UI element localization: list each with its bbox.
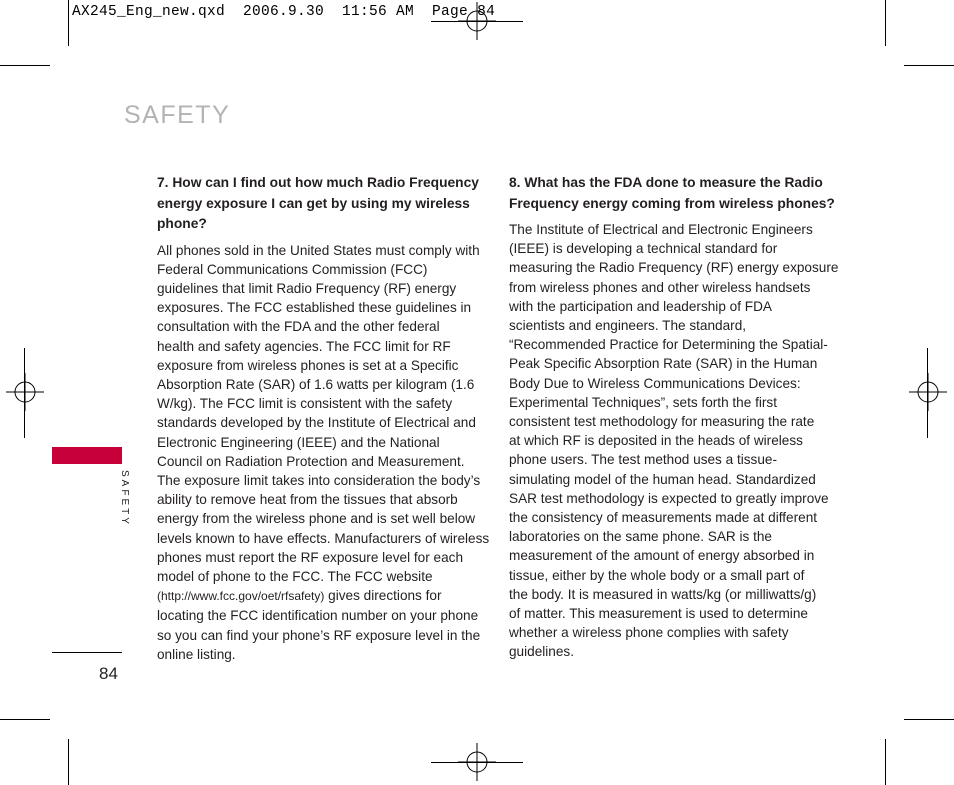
crop-mark-bottom-right-v	[885, 739, 886, 785]
crop-mark-top-right-h	[904, 65, 954, 66]
fcc-website-url: (http://www.fcc.gov/oet/rfsafety)	[157, 589, 325, 604]
body-line: energy from the wireless phone and is set well below	[157, 511, 476, 527]
body-line: levels known to have effects. Manufacturers of wireless	[157, 530, 490, 546]
body-line: W/kg). The FCC limit is consistent with the safety	[157, 396, 453, 412]
body-line: phones must report the RF exposure level for each	[157, 549, 464, 565]
heading-line: phone?	[157, 216, 207, 231]
registration-line-left	[24, 348, 25, 438]
section-tab-bar	[52, 447, 122, 464]
body-line: (IEEE) is developing a technical standard for	[509, 241, 778, 257]
body-line: measuring the Radio Frequency (RF) energy exposure	[509, 260, 839, 276]
heading-line: 7. How can I find out how much Radio Frequency	[157, 175, 479, 190]
body-line: locating the FCC identification number on your phone	[157, 608, 479, 624]
body-line: with the participation and leadership of FDA	[509, 298, 772, 314]
body-line: guidelines that limit Radio Frequency (RF) energy	[157, 280, 457, 296]
body-line: Peak Specific Absorption Rate (SAR) in the Human	[509, 356, 818, 372]
body-line: consistent test methodology for measuring the rate	[509, 414, 815, 430]
body-line: exposure from wireless phones is set at a Specific	[157, 357, 459, 373]
file-slug: AX245_Eng_new.qxd 2006.9.30 11:56 AM Page 84	[72, 4, 496, 20]
crop-mark-top-right-v	[885, 0, 886, 46]
body-line: phone users. The test method uses a tissue-	[509, 452, 777, 468]
body-line: “Recommended Practice for Determining the Spatial-	[509, 337, 828, 353]
heading-line: 8. What has the FDA done to measure the Radio	[509, 175, 823, 190]
body-line: Council on Radiation Protection and Measurement.	[157, 453, 465, 469]
body-line: measurement of the amount of energy absorbed in	[509, 548, 815, 564]
body-line: Absorption Rate (SAR) of 1.6 watts per kilogram (1.6	[157, 376, 475, 392]
page-number: 84	[99, 664, 118, 683]
body-line: tissue, either by the whole body or a small part of	[509, 567, 805, 583]
body-line: exposures. The FCC established these guidelines in	[157, 300, 472, 316]
registration-line-right	[927, 348, 928, 438]
body-line: so you can find your phone’s RF exposure level in the	[157, 627, 481, 643]
body-line: the body. It is measured in watts/kg (or milliwatts/g)	[509, 586, 817, 602]
body-line: The Institute of Electrical and Electronic Engineers	[509, 222, 813, 237]
question-8-heading	[509, 173, 839, 214]
body-line: at which RF is deposited in the heads of wireless	[509, 433, 803, 449]
body-line: Experimental Techniques”, sets forth the first	[509, 394, 777, 410]
question-8-body	[509, 220, 839, 662]
registration-line-top	[431, 21, 523, 22]
body-line: laboratories on the same phone. SAR is the	[509, 529, 772, 545]
crop-mark-bottom-left-v	[68, 739, 69, 785]
body-line: consultation with the FDA and the other federal	[157, 319, 440, 335]
body-line: guidelines.	[509, 644, 574, 660]
question-7-heading	[157, 173, 487, 235]
body-line: scientists and engineers. The standard,	[509, 318, 747, 334]
heading-line: Frequency energy coming from wireless phones?	[509, 195, 835, 211]
url-line-rest: gives directions for	[324, 588, 442, 604]
registration-mark-right-icon	[909, 373, 947, 411]
body-line: Electronic Engineering (IEEE) and the National	[157, 434, 440, 450]
body-line: standards developed by the Institute of Electrical and	[157, 415, 476, 431]
registration-line-bottom	[431, 762, 523, 763]
body-line: health and safety agencies. The FCC limit for RF	[157, 338, 451, 354]
body-line: SAR test methodology is expected to greatly improve	[509, 490, 829, 506]
registration-mark-left-icon	[6, 373, 44, 411]
heading-line: energy exposure I can get by using my wireless	[157, 195, 470, 211]
body-line: All phones sold in the United States must comply with	[157, 242, 480, 258]
body-line: the consistency of measurements made at different	[509, 510, 818, 526]
page-number-rule	[52, 652, 122, 653]
body-line: whether a wireless phone complies with safety	[509, 625, 789, 641]
question-7-body	[157, 241, 490, 664]
crop-mark-bottom-left-h	[0, 719, 50, 720]
left-column	[157, 173, 490, 664]
body-line: ability to remove heat from the tissues that absorb	[157, 492, 458, 508]
crop-mark-top-left-v	[68, 0, 69, 46]
body-line: from wireless phones and other wireless handsets	[509, 279, 811, 295]
section-title: SAFETY	[124, 101, 231, 129]
body-line: Federal Communications Commission (FCC)	[157, 261, 428, 277]
body-line: model of phone to the FCC. The FCC website	[157, 568, 433, 584]
body-line: of matter. This measurement is used to determine	[509, 606, 808, 622]
body-line: simulating model of the human head. Standardized	[509, 471, 816, 487]
crop-mark-bottom-right-h	[904, 719, 954, 720]
body-line: online listing.	[157, 646, 236, 662]
section-tab-label: SAFETY	[119, 470, 130, 527]
body-line: Body Due to Wireless Communications Devices:	[509, 375, 801, 391]
right-column	[509, 173, 839, 662]
body-line-url	[157, 586, 487, 606]
body-line: The exposure limit takes into consideration the body’s	[157, 472, 481, 488]
crop-mark-top-left-h	[0, 65, 50, 66]
